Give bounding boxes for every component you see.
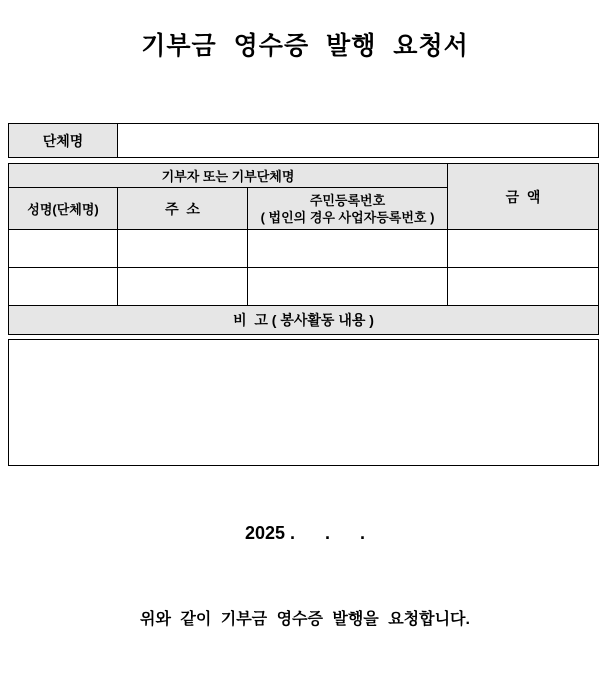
row1-regno-field[interactable] xyxy=(248,230,448,268)
row1-name-field[interactable] xyxy=(9,230,118,268)
date-line: 2025 . . . xyxy=(244,523,366,543)
page-title: 기부금 영수증 발행 요청서 xyxy=(141,32,469,60)
amount-column-header: 금 액 xyxy=(448,164,598,230)
row2-name-field[interactable] xyxy=(9,268,118,306)
regno-header-line1: 주민등록번호 xyxy=(309,192,386,208)
row2-address-field[interactable] xyxy=(118,268,248,306)
org-name-row xyxy=(8,123,599,158)
note-section-header: 비 고 ( 봉사활동 내용 ) xyxy=(9,306,598,334)
org-name-field[interactable] xyxy=(118,124,598,157)
donor-table xyxy=(8,163,599,335)
row2-regno-field[interactable] xyxy=(248,268,448,306)
donor-section-header: 기부자 또는 기부단체명 xyxy=(9,164,448,188)
row1-address-field[interactable] xyxy=(118,230,248,268)
closing-statement: 위와 같이 기부금 영수증 발행을 요청합니다. xyxy=(140,611,470,628)
note-content-field[interactable] xyxy=(8,339,599,466)
name-column-header: 성명(단체명) xyxy=(9,188,118,230)
org-name-label: 단체명 xyxy=(9,124,118,157)
regno-column-header xyxy=(248,188,448,230)
address-column-header: 주 소 xyxy=(118,188,248,230)
row1-amount-field[interactable] xyxy=(448,230,598,268)
regno-header-line2: ( 법인의 경우 사업자등록번호 ) xyxy=(260,209,435,225)
row2-amount-field[interactable] xyxy=(448,268,598,306)
